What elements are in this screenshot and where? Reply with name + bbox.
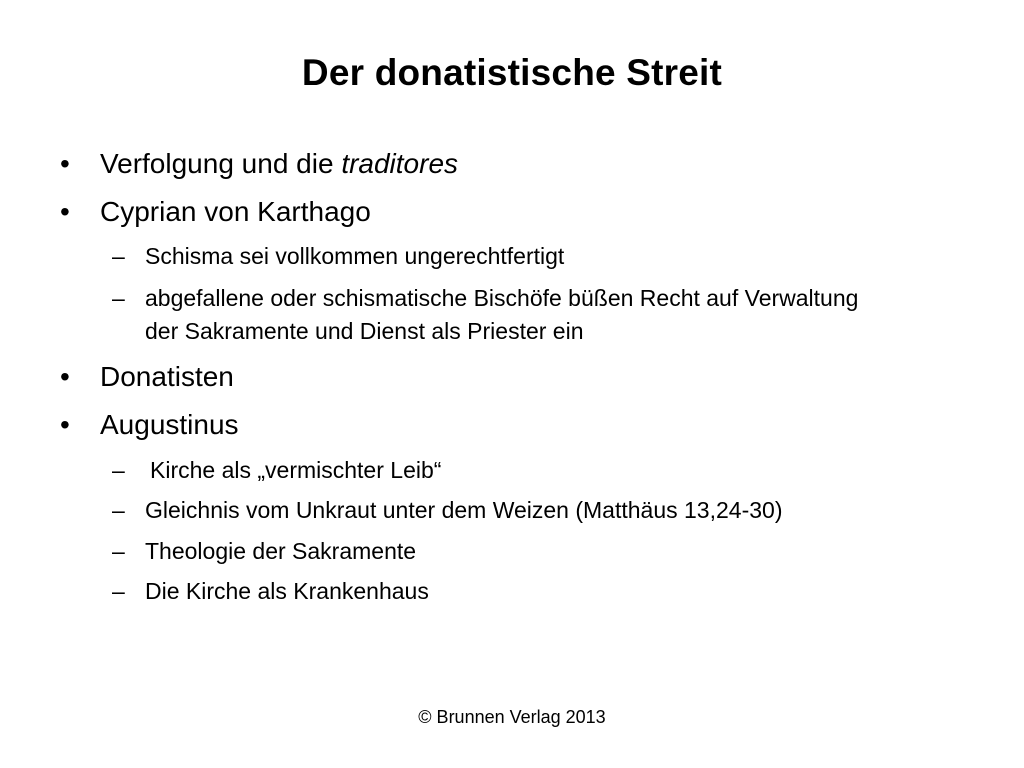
sub-item-label: Kirche als „vermischter Leib“ bbox=[150, 457, 442, 483]
bullet-item-italic-term: traditores bbox=[341, 148, 459, 179]
sub-item-label: Schisma sei vollkommen ungerechtfertigt bbox=[145, 243, 565, 269]
bullet-marker: • bbox=[60, 148, 70, 179]
slide-title: Der donatistische Streit bbox=[301, 52, 723, 93]
dash-marker: – bbox=[112, 457, 125, 483]
bullet-marker: • bbox=[60, 361, 70, 392]
sub-item-label: abgefallene oder schismatische Bischöfe büßen Recht auf Verwaltung bbox=[145, 285, 859, 311]
sub-item-label: Die Kirche als Krankenhaus bbox=[145, 578, 429, 604]
dash-marker: – bbox=[112, 285, 125, 311]
bullet-marker: • bbox=[60, 409, 70, 440]
dash-marker: – bbox=[112, 538, 125, 564]
bullet-item-label bbox=[100, 148, 458, 180]
dash-marker: – bbox=[112, 578, 125, 604]
dash-marker: – bbox=[112, 243, 125, 269]
dash-marker: – bbox=[112, 497, 125, 523]
sub-item-label: Gleichnis vom Unkraut unter dem Weizen (Matthäus 13,24-30) bbox=[145, 497, 783, 523]
sub-item-label-continued: der Sakramente und Dienst als Priester ein bbox=[145, 318, 584, 344]
bullet-item-text: Verfolgung und die bbox=[100, 148, 342, 179]
bullet-item-label: Augustinus bbox=[100, 409, 239, 440]
bullet-marker: • bbox=[60, 196, 70, 227]
sub-item-label: Theologie der Sakramente bbox=[145, 538, 417, 564]
copyright-footer: © Brunnen Verlag 2013 bbox=[418, 707, 606, 727]
bullet-item-label: Donatisten bbox=[100, 361, 234, 392]
bullet-item-label: Cyprian von Karthago bbox=[100, 196, 371, 227]
